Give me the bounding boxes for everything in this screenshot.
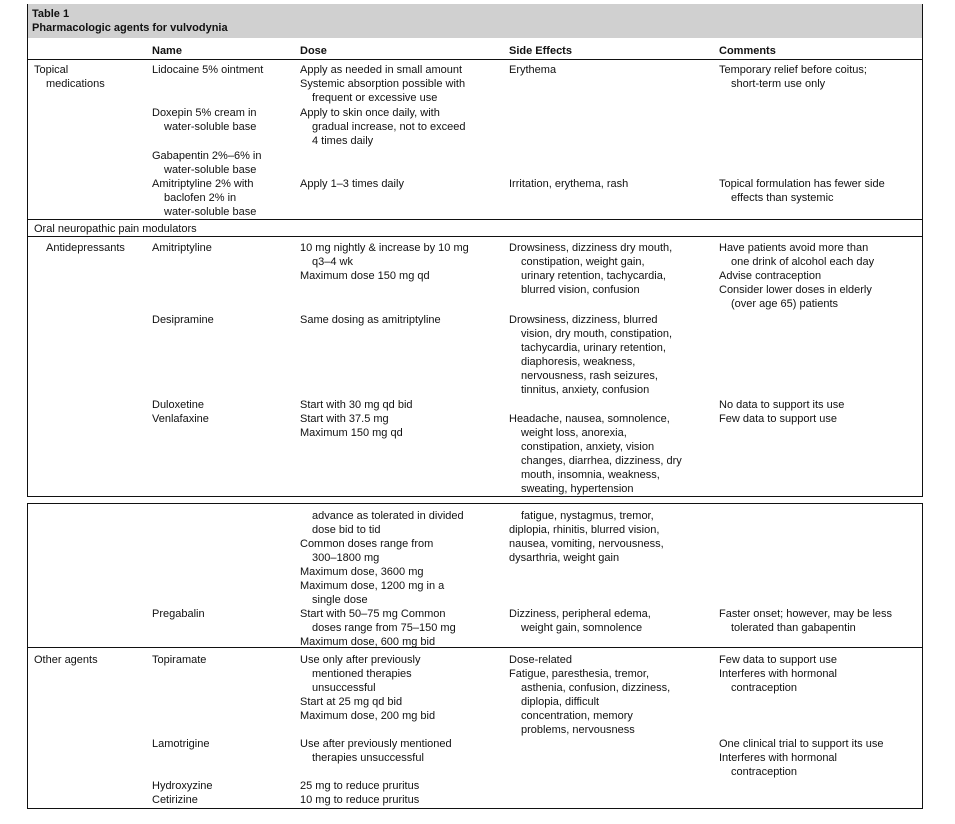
gabapentin-oral-side: fatigue, nystagmus, tremor, diplopia, rhinitis, blurred vision, nausea, vomiting, nervousness, dysarthria, weight gain: [509, 510, 664, 564]
desipramine-name: Desipramine: [152, 314, 214, 326]
col-header-side-effects: Side Effects: [509, 45, 572, 57]
group-topical: Topical medications: [34, 64, 105, 90]
cetirizine-name: Cetirizine: [152, 794, 198, 806]
rule-table-bottom: [27, 808, 923, 809]
amitriptyline-side: Drowsiness, dizziness dry mouth, constipation, weight gain, urinary retention, tachycardia, blurred vision, confusion: [509, 242, 673, 296]
lamotrigine-dose: Use after previously mentioned therapies unsuccessful: [300, 738, 452, 764]
rule-after-oral-header: [27, 236, 923, 237]
col-header-comments: Comments: [719, 45, 776, 57]
col-header-name: Name: [152, 45, 182, 57]
lamotrigine-name: Lamotrigine: [152, 738, 210, 750]
hydroxyzine-dose: 25 mg to reduce pruritus: [300, 780, 420, 792]
pregabalin-dose: Start with 50–75 mg Common doses range from 75–150 mg Maximum dose, 600 mg bid: [300, 608, 456, 648]
doxepin-dose: Apply to skin once daily, with gradual increase, not to exceed 4 times daily: [300, 107, 466, 147]
rule-page-break-top: [27, 496, 923, 497]
amitriptyline-baclofen-comments: Topical formulation has fewer side effects than systemic: [719, 178, 885, 204]
venlafaxine-name: Venlafaxine: [152, 413, 209, 425]
lidocaine-name: Lidocaine 5% ointment: [152, 64, 264, 76]
col-header-dose: Dose: [300, 45, 327, 57]
lidocaine-side: Erythema: [509, 64, 557, 76]
topiramate-dose: Use only after previously mentioned therapies unsuccessful Start at 25 mg qd bid Maximum dose, 200 mg bid: [300, 654, 436, 722]
rule-after-topical: [27, 219, 923, 220]
lidocaine-comments: Temporary relief before coitus; short-term use only: [719, 64, 867, 90]
pregabalin-comments: Faster onset; however, may be less tolerated than gabapentin: [719, 608, 893, 634]
desipramine-dose: Same dosing as amitriptyline: [300, 314, 441, 326]
section-oral-header: Oral neuropathic pain modulators: [34, 223, 197, 235]
topiramate-comments: Few data to support use Interferes with hormonal contraception: [719, 654, 838, 694]
desipramine-side: Drowsiness, dizziness, blurred vision, dry mouth, constipation, tachycardia, urinary retention, diaphoresis, weakness, nervousness, rash seizures, tinnitus, anxiety, confusion: [509, 314, 673, 396]
lamotrigine-comments: One clinical trial to support its use Interferes with hormonal contraception: [719, 738, 884, 778]
pregabalin-side: Dizziness, peripheral edema, weight gain, somnolence: [509, 608, 651, 634]
amitriptyline-name: Amitriptyline: [152, 242, 212, 254]
amitriptyline-baclofen-dose: Apply 1–3 times daily: [300, 178, 404, 190]
topiramate-name: Topiramate: [152, 654, 207, 666]
amitriptyline-baclofen-side: Irritation, erythema, rash: [509, 178, 629, 190]
hydroxyzine-name: Hydroxyzine: [152, 780, 213, 792]
gabapentin-topical-name: Gabapentin 2%–6% in water-soluble base: [152, 150, 262, 176]
cetirizine-dose: 10 mg to reduce pruritus: [300, 794, 420, 806]
topiramate-side: Dose-related Fatigue, paresthesia, tremor, asthenia, confusion, dizziness, diplopia, difficult concentration, memory problems, nervousness: [509, 654, 671, 736]
group-other-agents: Other agents: [34, 654, 98, 666]
rule-before-other: [27, 647, 923, 648]
pregabalin-name: Pregabalin: [152, 608, 205, 620]
venlafaxine-side: Headache, nausea, somnolence, weight loss, anorexia, constipation, anxiety, vision changes, diarrhea, dizziness, dry mouth, insomnia, weakness, sweating, hypertension: [509, 413, 682, 495]
amitriptyline-baclofen-name: Amitriptyline 2% with baclofen 2% in water-soluble base: [152, 178, 257, 218]
group-antidepressants: Antidepressants: [46, 242, 125, 254]
doxepin-name: Doxepin 5% cream in water-soluble base: [152, 107, 257, 133]
table-label: Table 1: [32, 8, 70, 20]
table-title: Pharmacologic agents for vulvodynia: [32, 22, 228, 34]
duloxetine-dose: Start with 30 mg qd bid: [300, 399, 413, 411]
duloxetine-name: Duloxetine: [152, 399, 204, 411]
rule-under-header: [27, 59, 923, 60]
venlafaxine-comments: Few data to support use: [719, 413, 838, 425]
gabapentin-oral-dose: advance as tolerated in divided dose bid to tid Common doses range from 300–1800 mg Maximum dose, 3600 mg Maximum dose, 1200 mg in a single dose: [300, 510, 464, 606]
venlafaxine-dose: Start with 37.5 mg Maximum 150 mg qd: [300, 413, 403, 439]
amitriptyline-comments: Have patients avoid more than one drink of alcohol each day Advise contraception Consider lower doses in elderly (over age 65) patients: [719, 242, 875, 310]
amitriptyline-dose: 10 mg nightly & increase by 10 mg q3–4 wk Maximum dose 150 mg qd: [300, 242, 469, 282]
rule-page-break-bottom: [27, 503, 923, 504]
duloxetine-comments: No data to support its use: [719, 399, 845, 411]
lidocaine-dose: Apply as needed in small amount Systemic absorption possible with frequent or excessive use: [300, 64, 466, 104]
